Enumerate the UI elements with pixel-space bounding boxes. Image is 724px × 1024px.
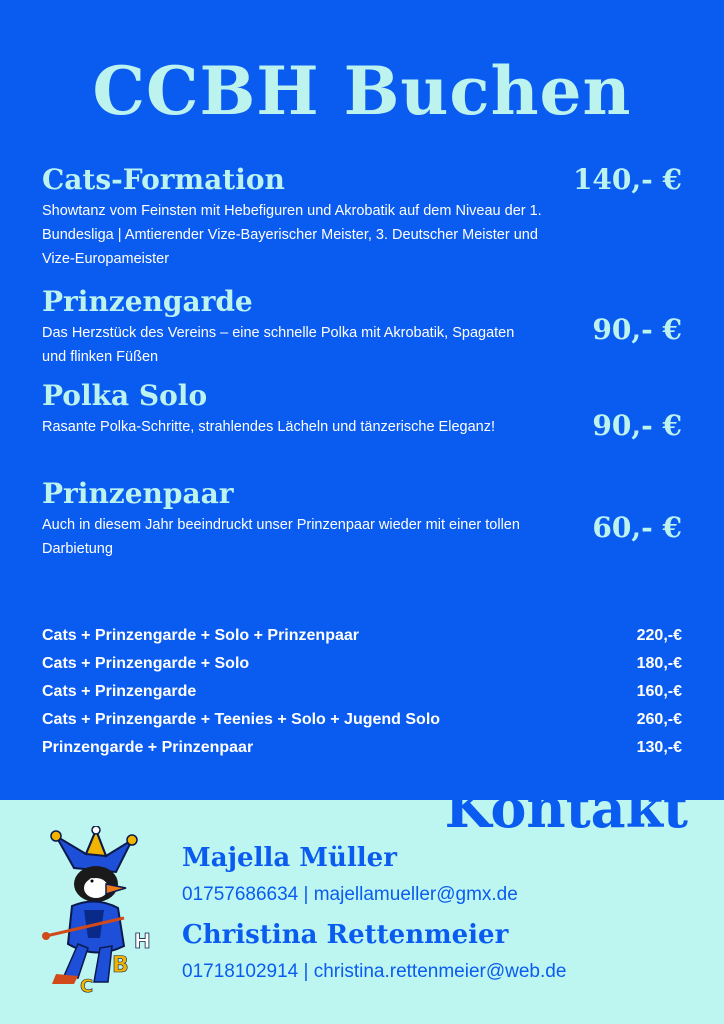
- contact-heading: Kontakt: [444, 776, 688, 840]
- jester-mascot-logo: [34, 826, 154, 996]
- contact-details[interactable]: 01718102914 | christina.rettenmeier@web.de: [182, 961, 567, 982]
- offer-description: Das Herzstück des Vereins – eine schnelle Polka mit Akrobatik, Spagaten und flinken Füßen: [42, 325, 515, 365]
- logo-letter-b: B: [112, 953, 129, 978]
- combo-label: Cats + Prinzengarde + Teenies + Solo + Jugend Solo: [42, 711, 441, 728]
- combo-label: Cats + Prinzengarde: [42, 683, 197, 700]
- offer-name: Prinzenpaar: [42, 477, 234, 510]
- offer-price: 90,- €: [592, 313, 682, 346]
- page-title: CCBH Buchen: [92, 52, 632, 130]
- contact-name: Majella Müller: [182, 843, 397, 873]
- offer-name: Polka Solo: [42, 379, 208, 412]
- offer-price: 140,- €: [572, 163, 682, 196]
- offer-price: 90,- €: [592, 409, 682, 442]
- contact-details[interactable]: 01757686634 | majellamueller@gmx.de: [182, 884, 518, 905]
- offer-description: Showtanz vom Feinsten mit Hebefiguren und Akrobatik auf dem Niveau der 1. Bundesliga | Amtierender Vize-Bayerischer Meister, 3. Deutscher Meister und Vize-Europameister: [42, 203, 542, 267]
- combo-label: Cats + Prinzengarde + Solo + Prinzenpaar: [42, 627, 359, 644]
- offer-name: Prinzengarde: [42, 285, 253, 318]
- combo-row: [42, 650, 682, 678]
- offer-description: Rasante Polka-Schritte, strahlendes Lächeln und tänzerische Eleganz!: [42, 419, 495, 435]
- offer-description: Auch in diesem Jahr beeindruckt unser Prinzenpaar wieder mit einer tollen Darbietung: [42, 517, 520, 557]
- combo-row: [42, 622, 682, 650]
- combo-price: 180,-€: [636, 655, 682, 672]
- combo-price: 220,-€: [636, 627, 682, 644]
- offer-polka-solo: [42, 379, 682, 442]
- offer-cats-formation: [42, 163, 682, 271]
- offer-name: Cats-Formation: [42, 163, 285, 196]
- offer-prinzenpaar: [42, 477, 682, 561]
- combo-list: [42, 622, 682, 762]
- combo-price: 260,-€: [636, 711, 682, 728]
- combo-row: [42, 734, 682, 762]
- combo-label: Cats + Prinzengarde + Solo: [42, 655, 250, 672]
- offer-prinzengarde: [42, 285, 682, 369]
- combo-row: [42, 706, 682, 734]
- combo-price: 160,-€: [636, 683, 682, 700]
- combo-row: [42, 678, 682, 706]
- logo-letter-c: C: [80, 976, 94, 996]
- combo-price: 130,-€: [636, 739, 682, 756]
- logo-letter-h: H: [134, 929, 151, 953]
- offer-price: 60,- €: [592, 511, 682, 544]
- contact-name: Christina Rettenmeier: [182, 920, 509, 950]
- combo-label: Prinzengarde + Prinzenpaar: [42, 739, 254, 756]
